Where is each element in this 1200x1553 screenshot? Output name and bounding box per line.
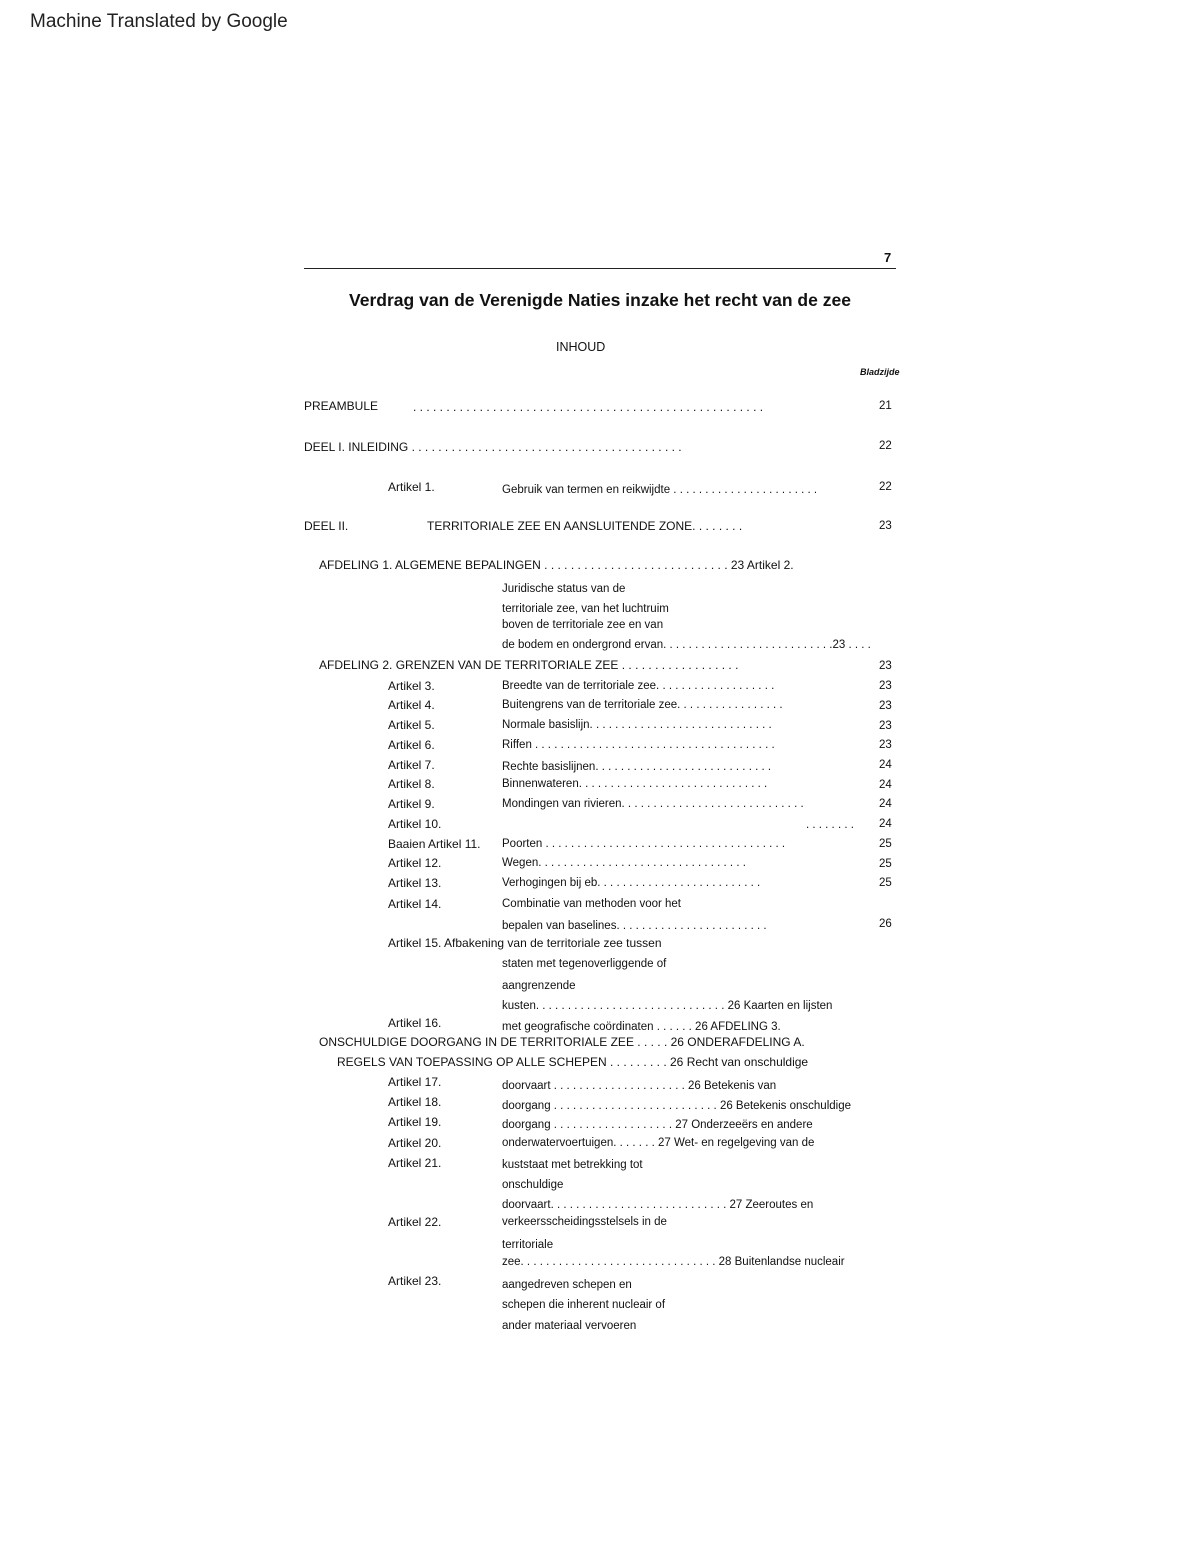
toc-line: boven de territoriale zee en van [502, 619, 664, 631]
toc-line: territoriale [502, 1239, 554, 1251]
toc-line: . . . . . . . . [806, 819, 854, 831]
toc-line: zee. . . . . . . . . . . . . . . . . . . . . . . . . . . . . . . 28 Buitenlandse nucleair [502, 1256, 845, 1268]
toc-line: 23 [879, 700, 892, 712]
toc-line: Breedte van de territoriale zee. . . . . . . . . . . . . . . . . . . [502, 680, 775, 692]
toc-line: Verhogingen bij eb. . . . . . . . . . . . . . . . . . . . . . . . . . [502, 877, 761, 889]
toc-line: Normale basislijn. . . . . . . . . . . . . . . . . . . . . . . . . . . . . [502, 719, 772, 731]
toc-line: 24 [879, 759, 892, 771]
toc-line: Artikel 20. [388, 1136, 442, 1150]
toc-line: Artikel 17. [388, 1075, 442, 1089]
toc-line: 24 [879, 818, 892, 830]
toc-line: kusten. . . . . . . . . . . . . . . . . . . . . . . . . . . . . . 26 Kaarten en lijsten [502, 1000, 833, 1012]
toc-line: Baaien Artikel 11. [388, 837, 481, 851]
toc-line: 23 [879, 520, 892, 532]
toc-line: Wegen. . . . . . . . . . . . . . . . . . . . . . . . . . . . . . . . . [502, 857, 746, 869]
toc-line: Riffen . . . . . . . . . . . . . . . . . . . . . . . . . . . . . . . . . . . . . . [502, 739, 775, 751]
toc-line: Artikel 13. [388, 876, 442, 890]
toc-line: doorvaart . . . . . . . . . . . . . . . . . . . . . 26 Betekenis van [502, 1080, 777, 1092]
toc-line: aangrenzende [502, 980, 576, 992]
toc-line: REGELS VAN TOEPASSING OP ALLE SCHEPEN . . . . . . . . . 26 Recht van onschuldige [337, 1055, 809, 1069]
toc-line: ONSCHULDIGE DOORGANG IN DE TERRITORIALE ZEE . . . . . 26 ONDERAFDELING A. [319, 1035, 805, 1049]
toc-line: Artikel 3. [388, 679, 435, 693]
toc-line: Binnenwateren. . . . . . . . . . . . . . . . . . . . . . . . . . . . . . [502, 778, 768, 790]
toc-line: Artikel 6. [388, 738, 435, 752]
toc-line: DEEL II. [304, 519, 349, 533]
toc-line: Rechte basislijnen. . . . . . . . . . . . . . . . . . . . . . . . . . . . [502, 761, 772, 773]
toc-line: Artikel 9. [388, 797, 435, 811]
toc-line: 25 [879, 838, 892, 850]
toc-line: onschuldige [502, 1179, 564, 1191]
toc-line: Artikel 7. [388, 758, 435, 772]
toc-line: ander materiaal vervoeren [502, 1320, 637, 1332]
toc-line: kuststaat met betrekking tot [502, 1159, 643, 1171]
toc-line: 25 [879, 877, 892, 889]
toc-line: onderwatervoertuigen. . . . . . . 27 Wet- en regelgeving van de [502, 1137, 815, 1149]
toc-line: 23 [879, 680, 892, 692]
toc-line: Artikel 5. [388, 718, 435, 732]
toc-line: Artikel 12. [388, 856, 442, 870]
toc-line: 23 [879, 720, 892, 732]
toc-line: TERRITORIALE ZEE EN AANSLUITENDE ZONE. . . . . . . . [427, 519, 743, 533]
toc-line: 22 [879, 481, 892, 493]
page-number: 7 [884, 250, 892, 265]
toc-line: . . . . . . . . . . . . . . . . . . . . . . . . . . . . . . . . . . . . . . . . . . . . . . . . . . . . . [413, 400, 764, 414]
toc-line: Artikel 8. [388, 777, 435, 791]
toc-line: Artikel 23. [388, 1274, 442, 1288]
toc-line: DEEL I. INLEIDING . . . . . . . . . . . . . . . . . . . . . . . . . . . . . . . . . . . . . . . . . [304, 440, 682, 454]
toc-line: Artikel 10. [388, 817, 442, 831]
toc-line: 25 [879, 858, 892, 870]
toc-line: met geografische coördinaten . . . . . . 26 AFDELING 3. [502, 1021, 781, 1033]
toc-line: 23 [879, 660, 892, 672]
toc-line: verkeersscheidingsstelsels in de [502, 1216, 667, 1228]
toc-line: 24 [879, 798, 892, 810]
toc-line: bepalen van baselines. . . . . . . . . . . . . . . . . . . . . . . . [502, 920, 767, 932]
toc-line: Artikel 22. [388, 1215, 442, 1229]
toc-line: Juridische status van de [502, 583, 626, 595]
toc-line: Artikel 16. [388, 1016, 442, 1030]
toc-line: 22 [879, 440, 892, 452]
document-title: Verdrag van de Verenigde Naties inzake het recht van de zee [349, 290, 851, 310]
toc-line: Poorten . . . . . . . . . . . . . . . . . . . . . . . . . . . . . . . . . . . . . . [502, 838, 786, 850]
toc-line: 26 [879, 918, 892, 930]
toc-line: schepen die inherent nucleair of [502, 1299, 666, 1311]
toc-line: AFDELING 1. ALGEMENE BEPALINGEN . . . . . . . . . . . . . . . . . . . . . . . . . . . . 23 Artikel 2. [319, 558, 794, 572]
toc-line: aangedreven schepen en [502, 1279, 632, 1291]
toc-line: Combinatie van methoden voor het [502, 898, 681, 910]
translation-banner: Machine Translated by Google [30, 11, 288, 32]
toc-line: Gebruik van termen en reikwijdte . . . . . . . . . . . . . . . . . . . . . . . [502, 484, 818, 496]
toc-line: AFDELING 2. GRENZEN VAN DE TERRITORIALE ZEE . . . . . . . . . . . . . . . . . . [319, 658, 739, 672]
toc-line: 23 [879, 739, 892, 751]
toc-line: Artikel 19. [388, 1115, 442, 1129]
header-rule [304, 268, 896, 269]
toc-line: Buitengrens van de territoriale zee. . . . . . . . . . . . . . . . . [502, 699, 783, 711]
toc-line: staten met tegenoverliggende of [502, 958, 667, 970]
toc-line: PREAMBULE [304, 399, 379, 413]
toc-line: Mondingen van rivieren. . . . . . . . . . . . . . . . . . . . . . . . . . . . . [502, 798, 804, 810]
toc-line: doorvaart. . . . . . . . . . . . . . . . . . . . . . . . . . . . 27 Zeeroutes en [502, 1199, 814, 1211]
toc-line: Artikel 4. [388, 698, 435, 712]
toc-line: Artikel 21. [388, 1156, 442, 1170]
contents-heading: INHOUD [556, 340, 606, 354]
toc-line: doorgang . . . . . . . . . . . . . . . . . . . 27 Onderzeeërs en andere [502, 1119, 813, 1131]
page-column-label: Bladzijde [860, 367, 900, 377]
toc-line: Artikel 1. [388, 480, 435, 494]
toc-line: Artikel 18. [388, 1095, 442, 1109]
toc-line: 21 [879, 400, 892, 412]
toc-line: de bodem en ondergrond ervan. . . . . . . . . . . . . . . . . . . . . . . . . . .23 . . . . [502, 639, 871, 651]
toc-line: Artikel 14. [388, 897, 442, 911]
toc-line: doorgang . . . . . . . . . . . . . . . . . . . . . . . . . . 26 Betekenis onschuldige [502, 1100, 852, 1112]
toc-line: Artikel 15. Afbakening van de territoriale zee tussen [388, 936, 662, 950]
toc-line: 24 [879, 779, 892, 791]
toc-line: territoriale zee, van het luchtruim [502, 603, 669, 615]
